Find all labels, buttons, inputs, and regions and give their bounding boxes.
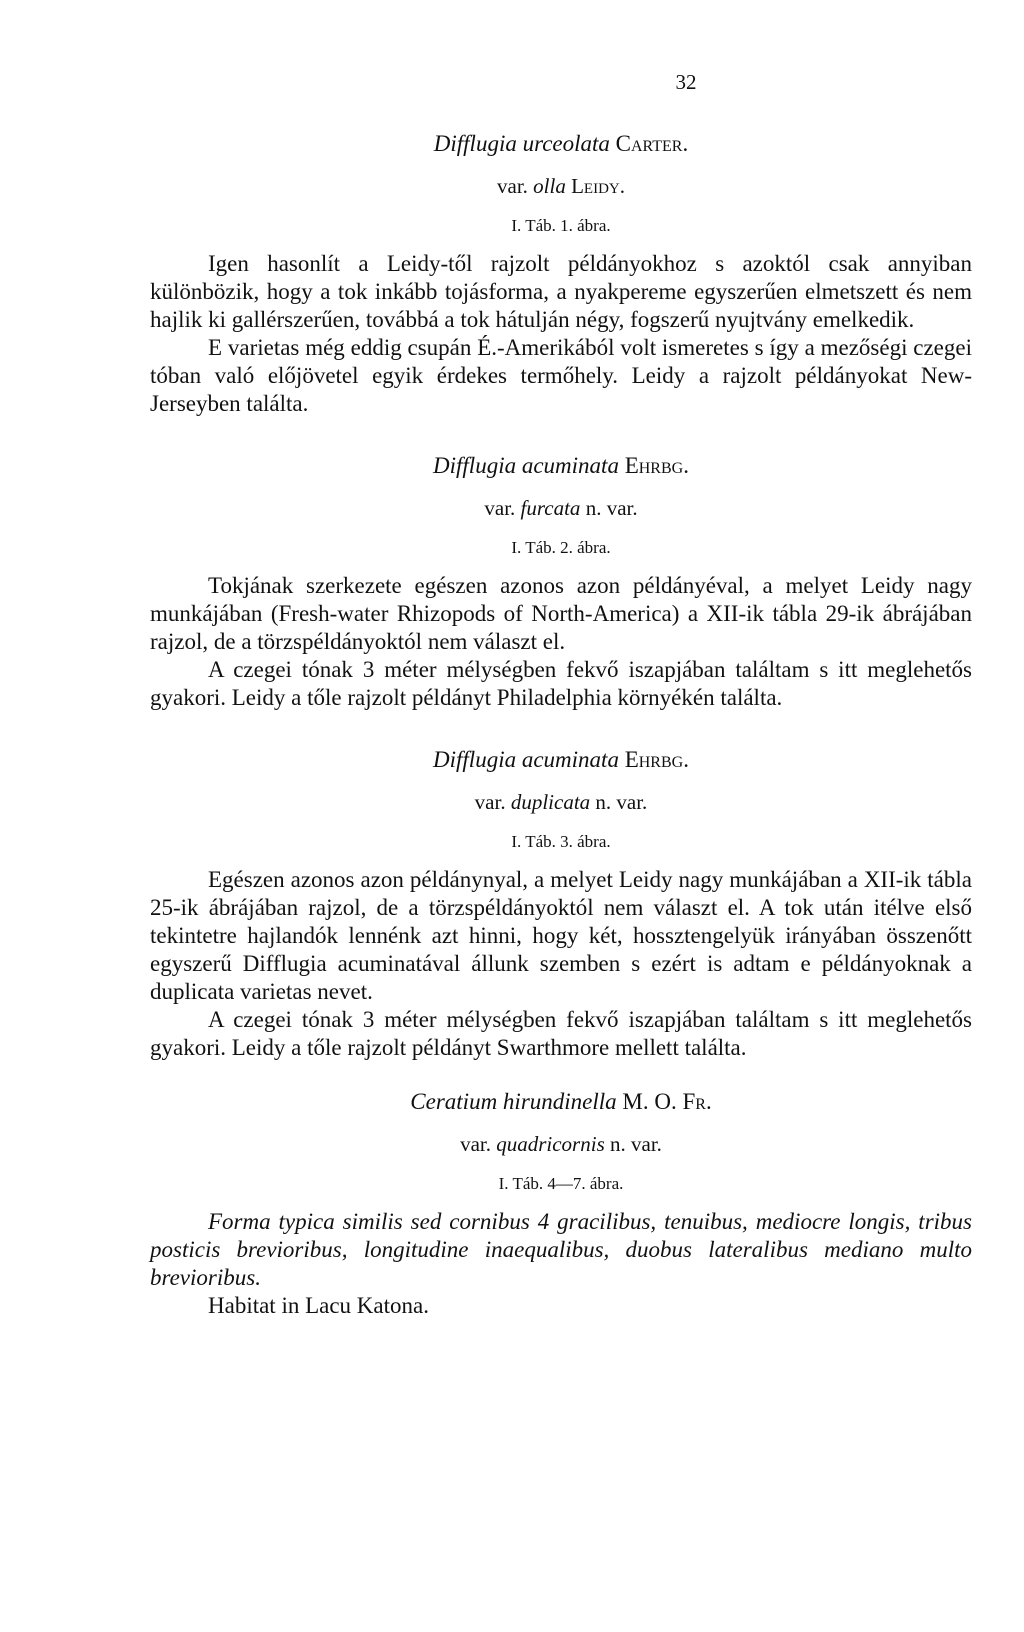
variety-author: n. var. <box>595 790 648 814</box>
body-paragraph: A czegei tónak 3 méter mélységben fekvő iszapjában találtam s itt meglehetős gyakori. Leidy a tőle rajzolt példányt Philadelphia környékén találta. <box>150 657 972 710</box>
plate-reference: I. Táb. 4—7. ábra. <box>498 1174 624 1193</box>
species-name: Difflugia urceolata <box>433 131 610 156</box>
species-author: M. O. Fr. <box>622 1089 712 1114</box>
species-author: Ehrbg. <box>624 747 689 772</box>
plate-reference: I. Táb. 2. ábra. <box>511 538 611 557</box>
species-name: Difflugia acuminata <box>433 453 619 478</box>
body-paragraph: Igen hasonlít a Leidy-től rajzolt példányokhoz s azoktól csak annyiban különbözik, hogy a tok inkább tojásforma, a nyakpereme egyszerűen elmetszett és nem hajlik ki gallérszerűen, továbbá a tok hátulján négy, fogszerű nyujtvány emelkedik. <box>150 251 972 332</box>
body-paragraph: Tokjának szerkezete egészen azonos azon példányéval, a melyet Leidy nagy munkájában (Fresh-water Rhizopods of North-America) a XII-ik tábla 29-ik ábrájában rajzol, de a törzspéldányoktól nem választ el. <box>150 573 972 654</box>
species-author: Carter. <box>615 131 689 156</box>
variety-name: furcata <box>520 496 581 520</box>
variety-name: duplicata <box>510 790 591 814</box>
species-section <box>150 746 972 1062</box>
plate-reference: I. Táb. 3. ábra. <box>511 832 611 851</box>
variety-line <box>150 494 972 522</box>
variety-prefix: var. <box>484 496 516 520</box>
plate-reference: I. Táb. 1. ábra. <box>511 216 611 235</box>
document-page <box>150 68 972 1320</box>
variety-author: Leidy. <box>571 174 625 198</box>
species-title <box>150 452 972 480</box>
body-paragraph: Egészen azonos azon példánynyal, a melyet Leidy nagy munkájában a XII-ik tábla 25-ik ábrájában rajzol, de a törzspéldányoktól nem választ el. A tok után itélve első tekintetre hajlandók lennénk azt hinni, hogy két, hossztengelyük irányában összenőtt egyszerű Difflugia acuminatával állunk szemben s ezért is adtam e példányoknak a duplicata varietas nevet. <box>150 867 972 1004</box>
species-name: Ceratium hirundinella <box>410 1089 617 1114</box>
variety-line <box>150 172 972 200</box>
body-paragraph: A czegei tónak 3 méter mélységben fekvő iszapjában találtam s itt meglehetős gyakori. Leidy a tőle rajzolt példányt Swarthmore mellett találta. <box>150 1007 972 1060</box>
variety-prefix: var. <box>474 790 506 814</box>
variety-line <box>150 1130 972 1158</box>
variety-author: n. var. <box>585 496 638 520</box>
variety-author: n. var. <box>610 1132 662 1156</box>
variety-line <box>150 788 972 816</box>
page-number: 32 <box>675 70 697 94</box>
variety-name: olla <box>533 174 566 198</box>
latin-diagnosis: Forma typica similis sed cornibus 4 gracilibus, tenuibus, mediocre longis, tribus posticis brevioribus, longitudine inaequalibus, duobus lateralibus mediano multo brevioribus. <box>150 1209 972 1290</box>
species-author: Ehrbg. <box>624 453 689 478</box>
body-paragraph: E varietas még eddig csupán É.-Amerikából volt ismeretes s így a mezőségi czegei tóban való előjövetel egyik érdekes termőhely. Leidy a rajzolt példányokat New-Jerseyben találta. <box>150 335 972 416</box>
species-name: Difflugia acuminata <box>433 747 619 772</box>
variety-name: quadricornis <box>496 1132 605 1156</box>
species-section <box>150 1088 972 1320</box>
species-title <box>150 1088 972 1116</box>
variety-prefix: var. <box>460 1132 491 1156</box>
species-section <box>150 130 972 418</box>
habitat-line: Habitat in Lacu Katona. <box>208 1293 429 1318</box>
species-title <box>150 130 972 158</box>
species-title <box>150 746 972 774</box>
variety-prefix: var. <box>497 174 528 198</box>
species-section <box>150 452 972 712</box>
